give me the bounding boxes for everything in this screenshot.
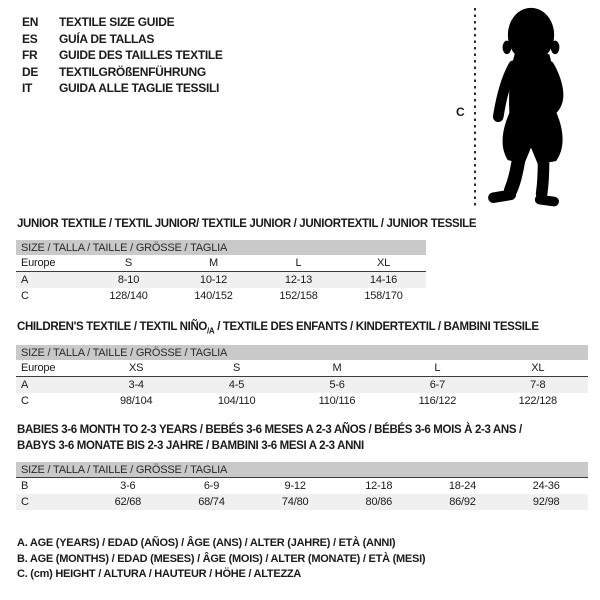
legend-notes	[17, 536, 425, 583]
size-value: 80/86	[337, 494, 421, 510]
size-value: 140/152	[194, 290, 233, 302]
table-row	[16, 494, 588, 510]
table-row	[16, 478, 588, 495]
language-row	[22, 80, 223, 97]
size-column: L	[434, 362, 441, 374]
size-value: 68/74	[170, 494, 254, 510]
size-column: XL	[376, 257, 391, 269]
note-age-months: B. AGE (MONTHS) / EDAD (MESES) / ÂGE (MOIS) / ALTER (MONATE) / ETÀ (MESI)	[17, 552, 426, 565]
row-label: A	[16, 272, 86, 289]
measure-c-label: C	[456, 105, 465, 119]
children-section-title	[17, 321, 539, 335]
junior-section-title: JUNIOR TEXTILE / TEXTIL JUNIOR/ TEXTILE JUNIOR / JUNIORTEXTIL / JUNIOR TESSILE	[17, 218, 477, 230]
note-age-years: A. AGE (YEARS) / EDAD (AÑOS) / ÂGE (ANS) / ALTER (JAHRE) / ETÀ (ANNI)	[17, 537, 396, 549]
size-value: 7-8	[488, 377, 588, 394]
size-value: 110/116	[318, 395, 356, 407]
language-code: DE	[22, 64, 39, 79]
babies-size-table	[16, 462, 588, 510]
size-value: 10-12	[171, 272, 256, 289]
size-value: 92/98	[504, 494, 588, 510]
language-title: TEXTILGRÖßENFÜHRUNG	[59, 64, 206, 79]
size-value: 9-12	[284, 480, 306, 492]
size-column: S	[124, 257, 133, 269]
table-row	[16, 288, 426, 304]
language-title: GUIDE DES TAILLES TEXTILE	[59, 48, 223, 63]
junior-size-table	[16, 240, 426, 304]
babies-title-line1: BABIES 3-6 MONTH TO 2-3 YEARS / BEBÉS 3-6 MESES A 2-3 AÑOS / BÉBÉS 3-6 MOIS À 2-3 ANS /	[17, 424, 522, 436]
size-column: L	[295, 257, 302, 269]
size-value: 18-24	[448, 480, 477, 492]
language-row	[22, 64, 223, 81]
size-header-label: SIZE / TALLA / TAILLE / GRÖSSE / TAGLIA	[16, 240, 426, 255]
babies-title-line2: BABYS 3-6 MONATE BIS 2-3 JAHRE / BAMBINI 3-6 MESI A 2-3 ANNI	[17, 439, 364, 452]
size-value: 152/158	[279, 290, 318, 302]
size-value: 12-18	[365, 480, 393, 492]
size-value: 98/104	[119, 395, 153, 407]
size-value: 14-16	[341, 272, 426, 289]
region-label: Europe	[21, 257, 56, 269]
children-title-pre: CHILDREN'S TEXTILE / TEXTIL NIÑO	[17, 321, 208, 333]
baby-silhouette-icon	[482, 4, 580, 216]
language-row	[22, 31, 223, 48]
size-value: 12-13	[256, 272, 341, 289]
language-title: TEXTILE SIZE GUIDE	[59, 15, 175, 30]
height-measure-figure	[450, 0, 600, 220]
children-title-post: / TEXTILE DES ENFANTS / KINDERTEXTIL / BAMBINI TESSILE	[214, 321, 539, 333]
size-value: 3-6	[120, 480, 136, 492]
size-value: 122/128	[518, 395, 557, 407]
language-row	[22, 47, 223, 64]
babies-section-title	[17, 423, 522, 454]
size-column: XS	[129, 362, 144, 374]
size-header-row	[16, 345, 588, 360]
row-label: C	[21, 395, 29, 407]
size-value: 6-9	[203, 480, 220, 492]
size-value: 24-36	[532, 480, 560, 492]
size-columns-row	[16, 360, 588, 377]
size-value: 128/140	[109, 290, 148, 302]
size-column: XL	[531, 362, 545, 374]
row-label: C	[16, 494, 86, 510]
table-row	[16, 272, 426, 289]
language-title: GUIDA ALLE TAGLIE TESSILI	[59, 81, 220, 96]
size-value: 74/80	[253, 494, 337, 510]
size-header-label: SIZE / TALLA / TAILLE / GRÖSSE / TAGLIA	[16, 345, 588, 360]
row-label: C	[21, 290, 29, 302]
size-column: S	[233, 362, 241, 374]
size-value: 116/122	[418, 395, 457, 407]
table-row	[16, 377, 588, 394]
size-value: 4-5	[186, 377, 286, 394]
language-code: EN	[22, 15, 39, 30]
language-code: IT	[22, 81, 33, 96]
table-row	[16, 393, 588, 409]
children-title-subscript: /A	[207, 326, 215, 336]
language-title: GUÍA DE TALLAS	[59, 31, 155, 46]
size-value: 104/110	[217, 395, 256, 407]
row-label: A	[16, 377, 86, 394]
size-value: 6-7	[387, 377, 487, 394]
note-height-cm: C. (cm) HEIGHT / ALTURA / HAUTEUR / HÖHE / ALTEZZA	[17, 568, 302, 580]
size-value: 3-4	[86, 377, 186, 394]
children-size-table	[16, 345, 588, 409]
size-header-label: SIZE / TALLA / TAILLE / GRÖSSE / TAGLIA	[16, 462, 588, 478]
region-label: Europe	[21, 362, 56, 374]
size-value: 158/170	[364, 290, 403, 302]
size-value: 62/68	[86, 494, 170, 510]
size-column: M	[332, 362, 342, 374]
size-header-row	[16, 462, 588, 478]
size-value: 8-10	[86, 272, 171, 289]
language-title-list	[22, 14, 223, 97]
height-dashed-line	[474, 8, 476, 206]
size-value: 86/92	[421, 494, 505, 510]
size-header-row	[16, 240, 426, 255]
size-value: 5-6	[287, 377, 387, 394]
language-row	[22, 14, 223, 31]
size-columns-row	[16, 255, 426, 272]
language-code: FR	[22, 48, 38, 63]
language-code: ES	[22, 31, 38, 46]
row-label: B	[21, 480, 29, 492]
size-column: M	[209, 257, 218, 269]
